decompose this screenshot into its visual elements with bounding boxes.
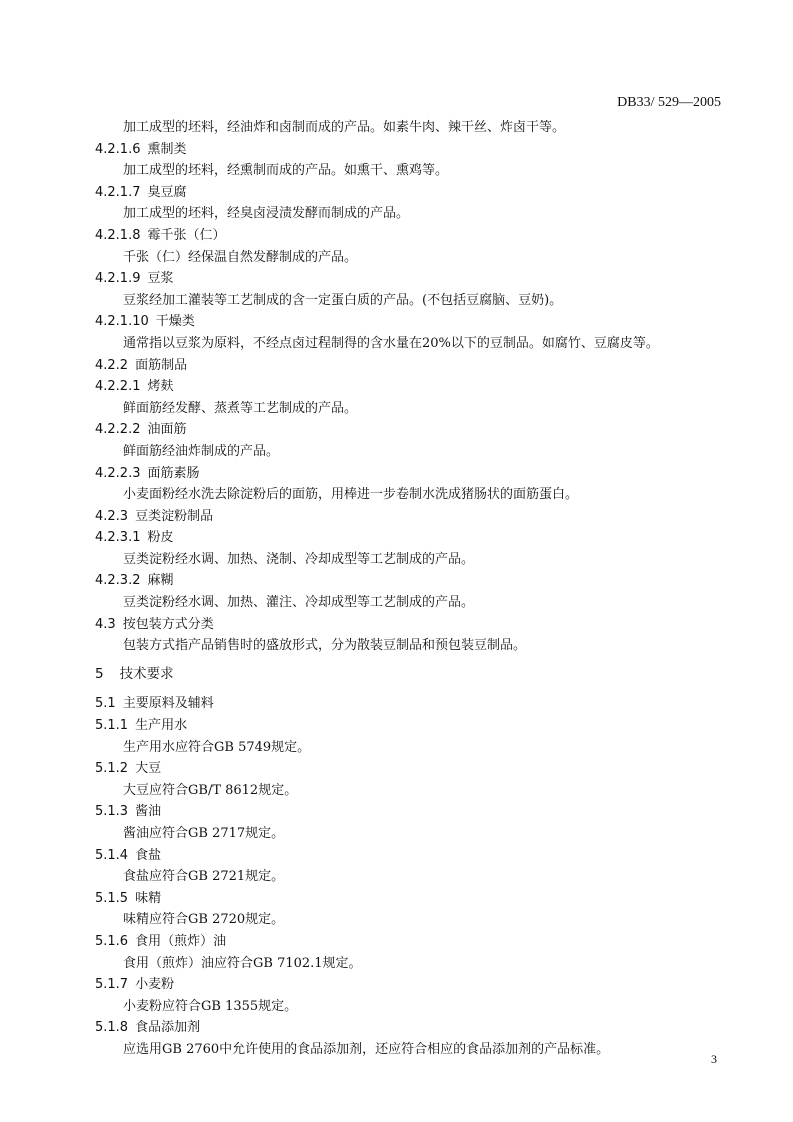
section-title: 面筋制品 [135, 357, 188, 373]
paragraph-text: 大豆应符合GB/T 8612规定。 [123, 782, 298, 798]
section-number: 4.2.1.9 [95, 271, 141, 287]
section-heading [95, 182, 735, 204]
section-heading [95, 527, 735, 549]
section-heading [95, 845, 735, 867]
section-number: 4.2.2.1 [95, 379, 141, 395]
section-heading [95, 463, 735, 485]
section-heading [95, 715, 735, 737]
section-title: 技术要求 [119, 665, 174, 682]
section-title: 酱油 [135, 804, 162, 820]
document-body [95, 117, 735, 1061]
section-heading [95, 614, 735, 636]
section-number: 4.2.2.2 [95, 422, 141, 438]
section-heading [95, 888, 735, 910]
section-number: 5.1.8 [95, 1020, 129, 1036]
section-heading [95, 139, 735, 161]
section-title: 食品添加剂 [135, 1020, 201, 1036]
paragraph-text: 加工成型的坯料，经熏制而成的产品。如熏干、熏鸡等。 [123, 163, 449, 179]
section-number: 4.2.2.3 [95, 465, 141, 481]
section-number: 4.2.3.1 [95, 530, 141, 546]
section-heading [95, 931, 735, 953]
section-heading [95, 225, 735, 247]
paragraph-text: 豆类淀粉经水调、加热、灌注、冷却成型等工艺制成的产品。 [123, 595, 475, 611]
section-heading [95, 376, 735, 398]
section-title: 麻糊 [147, 573, 174, 589]
paragraph-text: 应选用GB 2760中允许使用的食品添加剂，还应符合相应的食品添加剂的产品标准。 [123, 1041, 610, 1057]
page-number: 3 [711, 1052, 717, 1066]
section-number: 5.1.5 [95, 890, 129, 906]
paragraph-text: 加工成型的坯料，经油炸和卤制而成的产品。如素牛肉、辣干丝、炸卤干等。 [123, 120, 566, 135]
document-code: DB33/ 529—2005 [617, 95, 721, 110]
paragraph-text: 酱油应符合GB 2717规定。 [123, 826, 285, 841]
section-title: 面筋素肠 [147, 465, 200, 481]
section-title: 霉千张（仁） [147, 227, 226, 243]
paragraph-text: 食盐应符合GB 2721规定。 [123, 869, 285, 885]
section-number: 5.1.2 [95, 761, 129, 777]
paragraph-text: 豆浆经加工灌装等工艺制成的含一定蛋白质的产品。(不包括豆腐脑、豆奶)。 [123, 292, 563, 308]
section-title: 食盐 [135, 847, 162, 863]
section-heading [95, 311, 735, 333]
section-title: 小麦粉 [135, 977, 175, 993]
paragraph-text: 通常指以豆浆为原料，不经点卤过程制得的含水量在20%以下的豆制品。如腐竹、豆腐皮等。 [123, 335, 659, 351]
section-title: 豆浆 [147, 271, 174, 287]
section-title: 大豆 [135, 761, 162, 777]
section-number: 4.2.3 [95, 508, 129, 524]
section-number: 4.2.1.7 [95, 184, 141, 200]
section-title: 按包装方式分类 [122, 616, 214, 632]
section-number: 4.2.1.10 [95, 314, 149, 330]
section-heading [95, 693, 735, 715]
section-heading [95, 801, 735, 823]
section-heading [95, 268, 735, 290]
section-number: 5.1.3 [95, 804, 129, 820]
section-number: 5.1.7 [95, 977, 129, 993]
section-number: 4.2.3.2 [95, 573, 141, 589]
section-heading [95, 419, 735, 441]
section-number: 4.3 [95, 616, 116, 632]
section-title: 食用（煎炸）油 [135, 933, 227, 949]
section-heading [95, 506, 735, 528]
section-heading [95, 355, 735, 377]
paragraph-text: 小麦面粉经水洗去除淀粉后的面筋，用棒进一步卷制水洗成猪肠状的面筋蛋白。 [123, 487, 579, 503]
section-title: 主要原料及辅料 [122, 696, 214, 712]
section-number: 5.1.4 [95, 847, 129, 863]
section-title: 烤麸 [147, 379, 174, 395]
paragraph-text: 味精应符合GB 2720规定。 [123, 912, 285, 928]
section-title: 熏制类 [147, 141, 187, 157]
section-title: 豆类淀粉制品 [135, 508, 214, 524]
section-title: 生产用水 [135, 718, 188, 734]
paragraph-text: 生产用水应符合GB 5749规定。 [123, 739, 311, 755]
paragraph-text: 小麦粉应符合GB 1355规定。 [123, 998, 298, 1014]
paragraph-text: 鲜面筋经油炸制成的产品。 [123, 443, 280, 459]
section-title: 干燥类 [155, 314, 195, 330]
section-number: 5.1.1 [95, 718, 129, 734]
section-heading [95, 570, 735, 592]
paragraph-text: 加工成型的坯料，经臭卤浸渍发酵而制成的产品。 [123, 206, 410, 222]
section-title: 味精 [135, 890, 162, 906]
section-title: 油面筋 [147, 422, 187, 438]
section-title: 臭豆腐 [147, 184, 187, 200]
section-number: 4.2.1.8 [95, 227, 141, 243]
section-number: 4.2.1.6 [95, 141, 141, 157]
section-heading [95, 758, 735, 780]
section-heading [95, 1017, 735, 1039]
section-number: 4.2.2 [95, 357, 129, 373]
section-number: 5.1 [95, 696, 116, 712]
section-heading [95, 974, 735, 996]
paragraph-text: 千张（仁）经保温自然发酵制成的产品。 [123, 249, 358, 265]
chapter-heading [95, 664, 735, 686]
section-number: 5 [95, 665, 104, 682]
section-number: 5.1.6 [95, 933, 129, 949]
paragraph-text: 豆类淀粉经水调、加热、浇制、冷却成型等工艺制成的产品。 [123, 551, 475, 567]
paragraph-text: 鲜面筋经发酵、蒸煮等工艺制成的产品。 [123, 400, 358, 416]
paragraph-text: 食用（煎炸）油应符合GB 7102.1规定。 [123, 955, 362, 971]
section-title: 粉皮 [147, 530, 174, 546]
paragraph-text: 包装方式指产品销售时的盛放形式，分为散装豆制品和预包装豆制品。 [123, 638, 527, 654]
